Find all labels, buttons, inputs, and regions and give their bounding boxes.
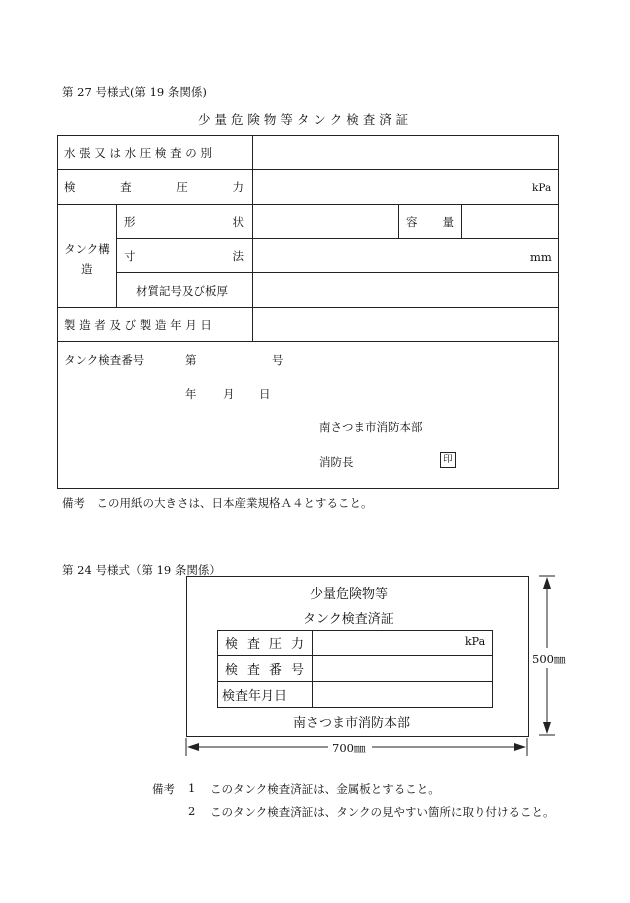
form27-note: 備考 この用紙の大きさは、日本産業規格Ａ４とすること。: [62, 496, 373, 510]
width-dimension: 700㎜: [332, 741, 366, 755]
height-dimension: 500㎜: [532, 652, 566, 666]
tank-structure-label-2: 造: [81, 262, 93, 276]
plate-pressure-label: 検 査 圧 力: [225, 637, 304, 652]
note-1: このタンク検査済証は、金属板とすること。: [210, 782, 440, 796]
plate-title-2: タンク検査済証: [303, 612, 394, 627]
inspection-type-label: 水 張 又 は 水 圧 検 査 の 別: [64, 146, 212, 160]
dimension-unit: mm: [530, 250, 552, 264]
number-suffix: 号: [272, 353, 284, 367]
form24-notes-label: 備考: [152, 782, 175, 796]
note-1-number: 1: [188, 781, 196, 795]
fire-chief: 消防長: [319, 455, 354, 469]
plate-date-label: 検査年月日: [222, 689, 288, 704]
form24-heading: 第 24 号様式（第 19 条関係）: [62, 563, 221, 577]
capacity-label: 容 量: [406, 215, 454, 229]
plate-pressure-unit: kPa: [465, 635, 486, 648]
note-2: このタンク検査済証は、タンクの見やすい箇所に取り付けること。: [210, 805, 555, 819]
fire-department: 南さつま市消防本部: [319, 420, 423, 434]
manufacturer-label: 製 造 者 及 び 製 造 年 月 日: [64, 318, 212, 332]
number-prefix: 第: [185, 353, 197, 367]
plate-fire-department: 南さつま市消防本部: [293, 716, 411, 731]
form27-title: 少 量 危 険 物 等 タ ン ク 検 査 済 証: [198, 112, 409, 127]
shape-label: 形 状: [124, 215, 244, 229]
plate-title-1: 少量危険物等: [310, 587, 389, 602]
date-month: 月: [223, 387, 235, 401]
date-year: 年: [185, 387, 197, 401]
plate-number-label: 検 査 番 号: [225, 663, 304, 678]
form27-heading: 第 27 号様式(第 19 条関係): [62, 85, 207, 99]
note-2-number: 2: [188, 804, 196, 818]
inspection-number-label: タンク検査番号: [64, 353, 145, 367]
date-day: 日: [259, 387, 271, 401]
seal-box: 印: [440, 452, 456, 468]
pressure-unit: kPa: [532, 182, 552, 194]
tank-structure-label-1: タンク構: [64, 242, 110, 256]
pressure-label: 検 査 圧 力: [64, 180, 244, 194]
material-label: 材質記号及び板厚: [136, 284, 228, 298]
dimension-label: 寸 法: [124, 249, 244, 263]
